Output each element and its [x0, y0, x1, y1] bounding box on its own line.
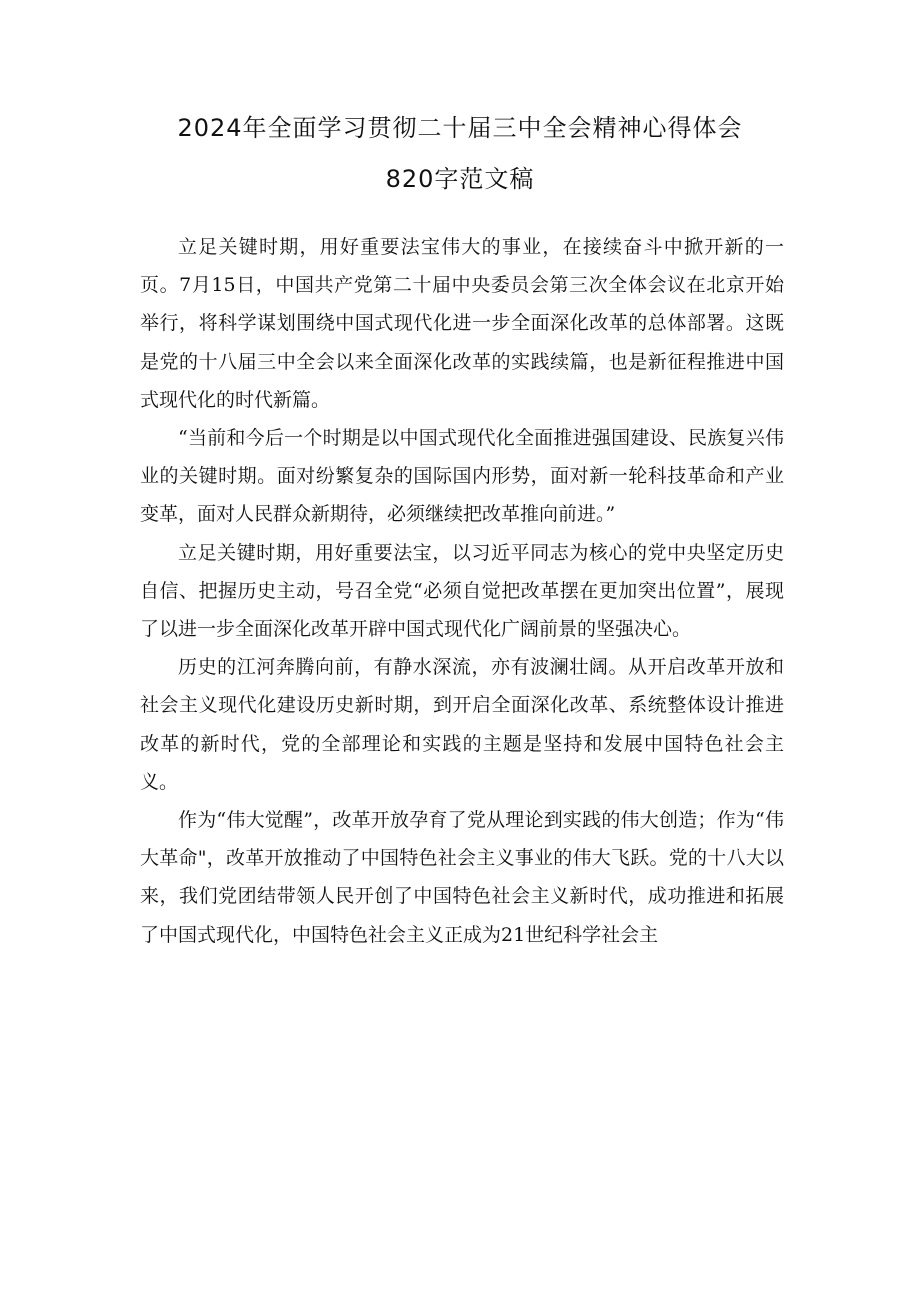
- paragraph-3: 立足关键时期，用好重要法宝，以习近平同志为核心的党中央坚定历史自信、把握历史主动，号召全党“必须自觉把改革摆在更加突出位置”，展现了以进一步全面深化改革开辟中国式现代化广阔前景的坚强决心。: [140, 541, 784, 641]
- paragraph-2: “当前和今后一个时期是以中国式现代化全面推进强国建设、民族复兴伟业的关键时期。面对纷繁复杂的国际国内形势，面对新一轮科技革命和产业变革，面对人民群众新期待，必须继续把改革推向前进。”: [140, 427, 784, 526]
- document-body: [140, 228, 784, 954]
- paragraph-5: 作为“伟大觉醒”，改革开放孕育了党从理论到实践的伟大创造；作为“伟大革命"，改革开放推动了中国特色社会主义事业的伟大飞跃。党的十八大以来，我们党团结带领人民开创了中国特色社会主义新时代，成功推进和拓展了中国式现代化，中国特色社会主义正成为21世纪科学社会主: [140, 809, 784, 946]
- document-title-line-2: 820字范文稿: [385, 165, 535, 193]
- paragraph-4: 历史的江河奔腾向前，有静水深流，亦有波澜壮阔。从开启改革开放和社会主义现代化建设历史新时期，到开启全面深化改革、系统整体设计推进改革的新时代，党的全部理论和实践的主题是坚持和发展中国特色社会主义。: [140, 656, 784, 793]
- paragraph-1: 立足关键时期，用好重要法宝伟大的事业，在接续奋斗中掀开新的一页。7月15日，中国共产党第二十届中央委员会第三次全体会议在北京开始举行，将科学谋划围绕中国式现代化进一步全面深化改革的总体部署。这既是党的十八届三中全会以来全面深化改革的实践续篇，也是新征程推进中国式现代化的时代新篇。: [140, 236, 784, 411]
- document-title-line-1: 2024年全面学习贯彻二十届三中全会精神心得体会: [177, 114, 743, 142]
